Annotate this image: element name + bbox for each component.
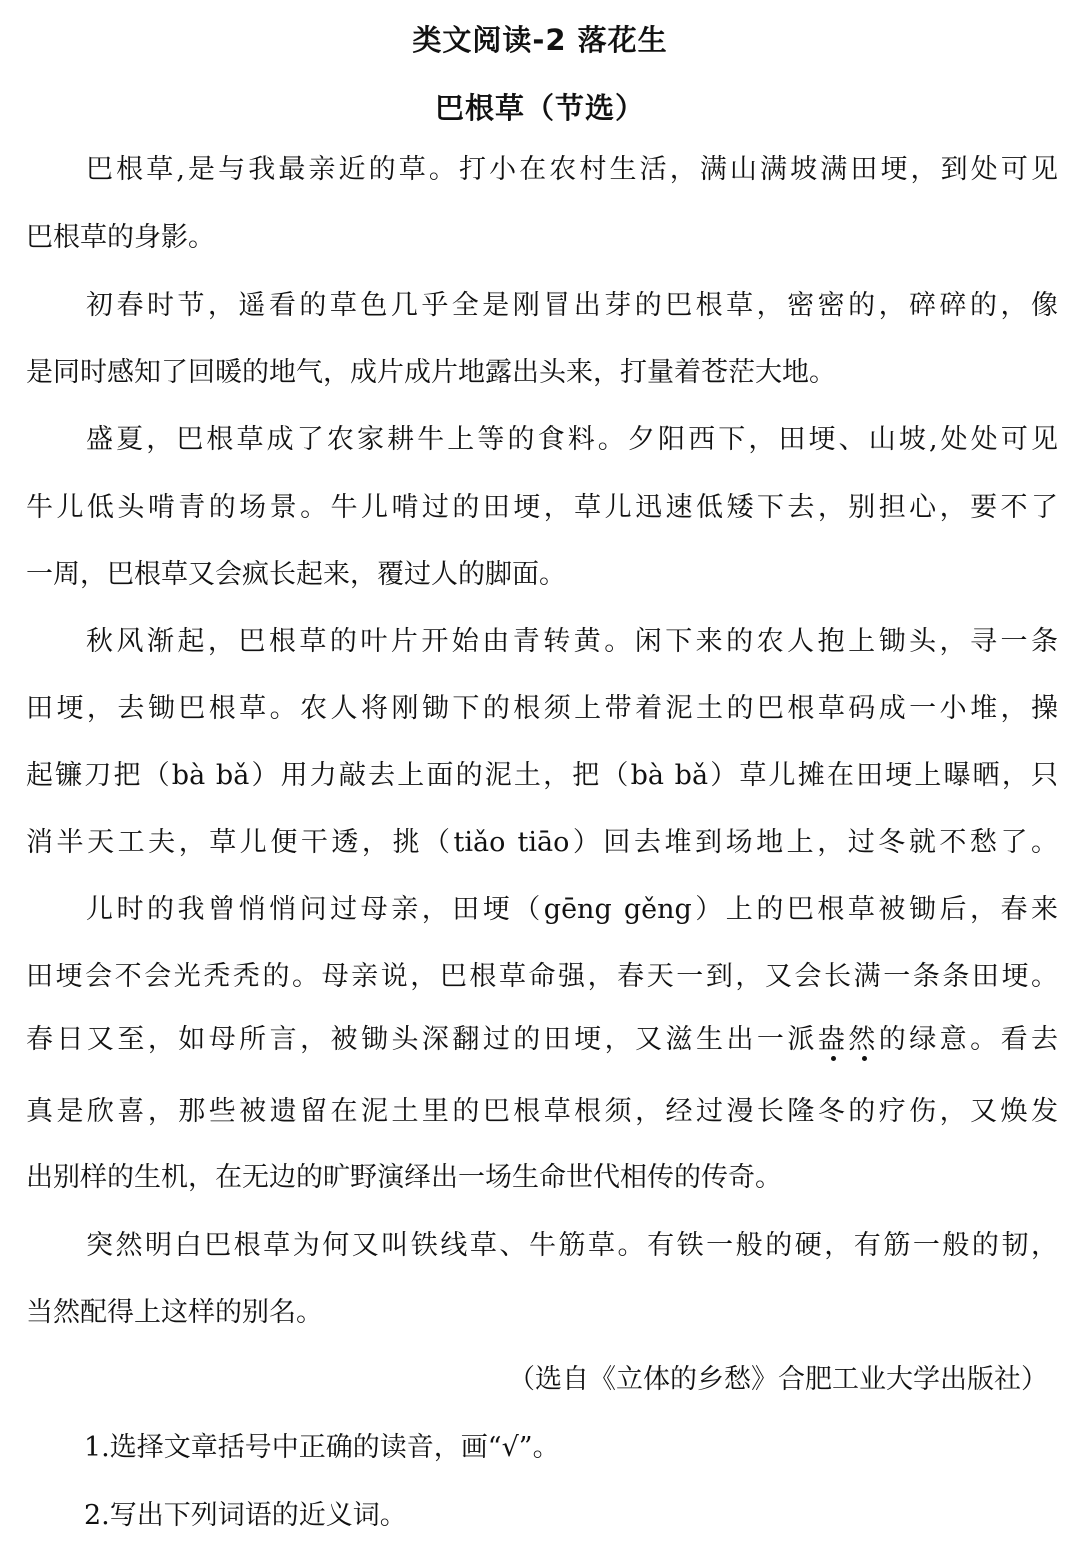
p5-line-2: 田埂会不会光秃秃的。母亲说，巴根草命强，春天一到，又会长满一条条田埂。 xyxy=(26,961,1058,992)
p4-line-4: 消半天工夫，草儿便干透，挑（tiǎo tiāo）回去堆到场地上，过冬就不愁了。 xyxy=(26,827,1058,858)
p5-line-3-start: 春日又至，如母所言，被锄头深翻过的田埂，又滋生出一派 xyxy=(26,1024,818,1055)
p6-line-2: 当然配得上这样的别名。 xyxy=(26,1297,323,1328)
article-title: 巴根草（节选） xyxy=(434,91,645,125)
p5-line-3-end: 的绿意。看去 xyxy=(878,1024,1059,1055)
document-title: 类文阅读-2 落花生 xyxy=(412,23,668,57)
question-1: 1.选择文章括号中正确的读音，画“√”。 xyxy=(84,1432,560,1463)
p4-line-3: 起镰刀把（bà bǎ）用力敲去上面的泥土，把（bà bǎ）草儿摊在田埂上曝晒，只 xyxy=(26,760,1058,791)
emphasis-dot-char-2: 然 xyxy=(848,1024,879,1055)
p5-line-1: 儿时的我曾悄悄问过母亲，田埂（gēng gěng）上的巴根草被锄后，春来 xyxy=(86,894,1058,925)
p3-line-2: 牛儿低头啃青的场景。牛儿啃过的田埂，草儿迅速低矮下去，别担心，要不了 xyxy=(26,492,1058,523)
p5-line-3 xyxy=(26,1020,1058,1060)
question-2: 2.写出下列词语的近义词。 xyxy=(84,1500,407,1531)
emphasis-dot-char-1: 盎 xyxy=(817,1024,849,1055)
p5-line-5: 出别样的生机，在无边的旷野演绎出一场生命世代相传的传奇。 xyxy=(26,1162,782,1193)
p4-line-2: 田埂，去锄巴根草。农人将刚锄下的根须上带着泥土的巴根草码成一小堆，操 xyxy=(26,693,1058,724)
p2-line-2: 是同时感知了回暖的地气，成片成片地露出头来，打量着苍茫大地。 xyxy=(26,357,836,388)
p1-line-1: 巴根草,是与我最亲近的草。打小在农村生活，满山满坡满田埂，到处可见 xyxy=(86,154,1058,185)
p3-line-1: 盛夏，巴根草成了农家耕牛上等的食料。夕阳西下，田埂、山坡,处处可见 xyxy=(86,424,1058,455)
p3-line-3: 一周，巴根草又会疯长起来，覆过人的脚面。 xyxy=(26,559,566,590)
p5-line-4: 真是欣喜，那些被遗留在泥土里的巴根草根须，经过漫长隆冬的疗伤，又焕发 xyxy=(26,1096,1058,1127)
source-citation: （选自《立体的乡愁》合肥工业大学出版社） xyxy=(508,1364,1048,1395)
p2-line-1: 初春时节，遥看的草色几乎全是刚冒出芽的巴根草，密密的，碎碎的，像 xyxy=(86,290,1058,321)
p6-line-1: 突然明白巴根草为何又叫铁线草、牛筋草。有铁一般的硬，有筋一般的韧， xyxy=(86,1230,1058,1261)
p4-line-1: 秋风渐起，巴根草的叶片开始由青转黄。闲下来的农人抱上锄头，寻一条 xyxy=(86,626,1058,657)
p1-line-2: 巴根草的身影。 xyxy=(26,222,215,253)
